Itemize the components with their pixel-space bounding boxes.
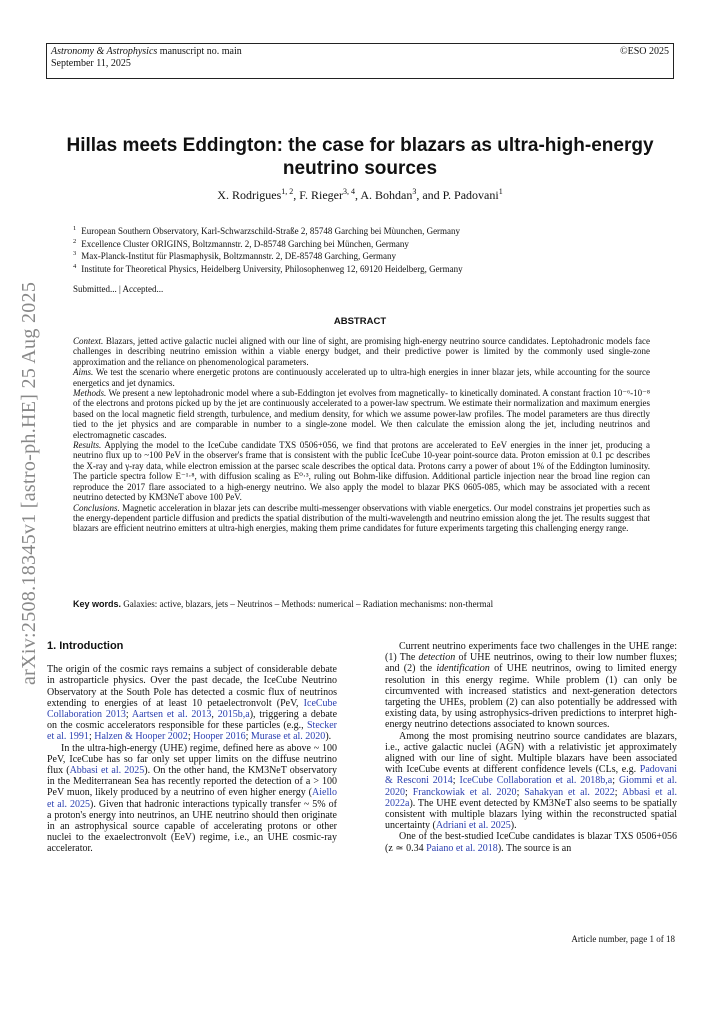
abstract-text: We present a new leptohadronic model where a sub-Eddington jet evolves from magnetically- to kinetically dominated. A constant fraction 10⁻⁶-10⁻⁸ of the electrons and protons picked up by the jet are continuously accelerated to a power-law spectrum. We estimate their normalization and maximum energies based on the local magnetic field strength, turbulence, and medium density, for which we assume power-law profiles. The model parameters are thus directly tied to the jet physics and are comparable in number to a single-zone model. We then calculate the emission along the jet, including neutrinos and electromagnetic cascades. [73, 388, 650, 440]
citation-link[interactable]: Murase et al. 2020 [250, 731, 326, 743]
abstract-text: Blazars, jetted active galactic nuclei aligned with our line of sight, are promising high-energy neutrino source candidates. Leptohadronic models face challenges in describing neutrino emission within a viable energy budget, and their predictive power is limited by the commonly used single-zone approximation and the reliance on phenomenological parameters. [73, 336, 650, 367]
body-text: of UHE neutrinos, owing to their low number fluxes; and (2) the [385, 652, 677, 675]
arxiv-stamp [14, 265, 46, 685]
submission-status: Submitted... | Accepted... [73, 284, 164, 294]
citation-link[interactable]: Abbasi et al. 2025 [69, 765, 145, 777]
author-name: A. Bohdan [360, 188, 413, 202]
body-text: ; [452, 775, 460, 787]
abstract-heading: ABSTRACT [333, 316, 387, 327]
body-text: ). Given that hadronic interactions typically transfer ~ 5% of a proton's energy into neutrinos, an UHE neutrino should then originate in an astrophysical source capable of accelerating protons or other nuclei to the exaelectronvolt (EeV) regime, i.e., an UHE cosmic-ray accelerator. [47, 798, 338, 855]
affiliation-number: 2 [73, 237, 77, 245]
citation-link[interactable]: Franckowiak et al. 2020 [412, 786, 517, 798]
citation-link[interactable]: Adriani et al. 2025 [435, 820, 511, 832]
left-column [47, 641, 337, 855]
citation-link[interactable]: Abbasi et al. 2022a [385, 786, 678, 809]
body-text: ). The UHE event detected by KM3NeT also seems to be spatially consistent with multiple blazars lying within the reconstructed spatial uncertainty ( [385, 797, 677, 832]
abstract-methods [73, 388, 650, 440]
affiliation [73, 237, 663, 250]
citation-link[interactable]: Aartsen et al. 2013 [131, 709, 212, 721]
citation-link[interactable]: Aiello et al. 2025 [47, 787, 337, 810]
author-name: F. Rieger [299, 188, 343, 202]
citation-link[interactable]: Sahakyan et al. 2022 [524, 786, 615, 798]
body-text: In the ultra-high-energy (UHE) regime, defined here as above ~ 100 PeV, IceCube has so far only set upper limits on the diffuse neutrino flux ( [47, 742, 337, 777]
body-text: ), triggering a debate on the cosmic accelerators responsible for these particles (e.g., [47, 709, 338, 732]
abstract-label: Conclusions. [73, 502, 120, 513]
keywords-label: Key words. [73, 599, 122, 609]
body-text: ). On the other hand, the KM3NeT observatory in the Mediterranean Sea has recently reported the detection of a > 100 PeV muon, likely produced by a neutrino of even higher energy ( [47, 765, 337, 799]
affiliation-number: 1 [73, 225, 77, 232]
body-text: ; [187, 731, 194, 743]
section-heading: 1. Introduction [47, 640, 124, 652]
citation-link[interactable]: Paiano et al. 2018 [426, 842, 498, 854]
body-text: ). The source is an [497, 842, 572, 854]
body-text: ; [612, 775, 619, 787]
author-sep: , and [416, 188, 443, 202]
abstract-label: Aims. [73, 367, 94, 378]
header-left [51, 46, 242, 70]
abstract-text: We test the scenario where energetic protons are continuously accelerated up to ultra-high energies in inner blazar jets, while accounting for the source energetics and jet dynamics. [73, 367, 650, 388]
intro-paragraph-5 [385, 831, 677, 853]
abstract-conclusions [73, 503, 650, 534]
manuscript-number: manuscript no. main [157, 46, 242, 57]
body-text: Current neutrino experiments face two challenges in the UHE range: (1) The [385, 641, 677, 664]
affiliation-number: 4 [73, 262, 77, 270]
citation-link[interactable]: Halzen & Hooper 2002 [94, 731, 188, 743]
affiliation-text: European Southern Observatory, Karl-Schwarzschild-Straße 2, 85748 Garching bei Mùunchen, Germany [81, 226, 461, 236]
citation-link[interactable]: Stecker et al. 1991 [47, 720, 337, 743]
body-text: ; [125, 709, 132, 721]
affiliation [73, 249, 663, 262]
citation-link[interactable]: Giommi et al. 2020 [385, 775, 677, 798]
right-column [385, 641, 677, 854]
paper-title: Hillas meets Eddington: the case for blazars as ultra-high-energy neutrino sources [66, 135, 654, 179]
running-header [46, 43, 674, 79]
author-affil: 1, 2 [281, 187, 294, 196]
intro-paragraph-4 [385, 731, 677, 832]
body-text: ; [516, 786, 525, 798]
abstract-text: Applying the model to the IceCube candidate TXS 0506+056, we find that protons are accelerated to EeV energies in the inner jet, producing a neutrino flux up to ~100 PeV in the observer's frame that is consistent with the public IceCube 10-year point-source data. Proton emission at 0.1 pc describes the X-ray and γ-ray data, while electron emission at the parsec scale describes the optical data. Protons carry a power of about 1% of the Eddington luminosity. The particle spectra follow E⁻¹·⁸, with diffusion scaling as E⁰·³, ruling out Bohm-like diffusion. Additional particle injection near the broad line region can reproduce the 2017 flare associated to a high-energy neutrino. We also apply the model to blazar PKS 0605-085, which may be associated with a recent neutrino detected by KM3NeT above 100 PeV. [73, 440, 650, 503]
author-affil: 3, 4 [343, 187, 355, 196]
body-text: , [211, 709, 218, 721]
affiliation-text: Max-Planck-Institut für Plasmaphysik, Boltzmannstr. 2, DE-85748 Garching, Germany [81, 251, 396, 261]
body-text: ). [325, 731, 332, 743]
citation-link[interactable]: 2015b,a [217, 709, 250, 721]
body-text: ). [510, 820, 517, 832]
author-list [60, 187, 660, 203]
keywords-text: Galaxies: active, blazars, jets – Neutrinos – Methods: numerical – Radiation mechanisms: non-thermal [121, 599, 494, 609]
body-text: identification [436, 663, 490, 675]
author-affil: 3 [412, 187, 417, 196]
abstract-results [73, 440, 650, 502]
affiliation-number: 3 [73, 250, 77, 257]
citation-link[interactable]: IceCube Collaboration 2013 [47, 697, 337, 721]
body-text: ; [614, 786, 622, 798]
journal-name: Astronomy & Astrophysics [51, 46, 158, 57]
author-sep: , [293, 188, 300, 202]
body-text: ; [245, 731, 251, 743]
keywords [73, 599, 663, 609]
affiliation [73, 224, 663, 237]
arxiv-stamp-text: arXiv:2508.18345v1 [astro-ph.HE] 25 Aug 2025 [18, 281, 40, 685]
body-text: One of the best-studied IceCube candidates is blazar TXS 0506+056 (z ≃ 0.34 [385, 831, 677, 854]
affiliation-text: Excellence Cluster ORIGINS, Boltzmannstr. 2, D-85748 Garching bei München, Germany [81, 238, 409, 249]
body-text: detection [418, 652, 456, 664]
author-affil: 1 [498, 187, 503, 196]
body-text: ; [405, 786, 413, 798]
body-text: of UHE neutrinos, owing to limited energy resolution in this energy regime. While problem (1) can only be circumvented with increased statistics and next-generation detectors targeting the UHEs, problem (2) can also potentially be addressed with existing data, by using astrophysics-driven predictions to interpret high-energy neutrino detections associated to known sources. [385, 663, 677, 731]
citation-link[interactable]: Hooper 2016 [193, 731, 246, 743]
intro-paragraph-3 [385, 641, 677, 731]
affiliation-text: Institute for Theoretical Physics, Heidelberg University, Philosophenweg 12, 69120 Heidelberg, Germany [81, 263, 463, 274]
abstract-aims [73, 367, 650, 388]
abstract-context [73, 336, 650, 367]
affiliations [73, 224, 663, 274]
abstract-text: Magnetic acceleration in blazar jets can describe multi-messenger observations with viable energetics. Our model constrains jet properties such as the energy-dependent particle diffusion and predicts the spatial distribution of the multi-wavelength and neutrino emission along the jet. The results suggest that blazars are efficient neutrino emitters at ultra-high energies, making them prime candidates for future experiments targeting this challenging energy range. [73, 502, 650, 534]
citation-link[interactable]: IceCube Collaboration et al. 2018b,a [459, 775, 613, 787]
author-name: P. Padovani [442, 188, 499, 202]
body-text: Among the most promising neutrino source candidates are blazars, i.e., active galactic nuclei (AGN) with a relativistic jet approximately aligned with our line of sight. Multiple blazars have been associated with IceCube events at different confidence levels (CLs, e.g. [385, 730, 677, 776]
body-text: ; [88, 731, 95, 743]
intro-paragraph-2 [47, 743, 337, 855]
citation-link[interactable]: Padovani & Resconi 2014 [385, 764, 677, 787]
author-sep: , [355, 188, 361, 202]
affiliation [73, 262, 663, 275]
abstract-label: Context. [73, 336, 104, 346]
copyright: ©ESO 2025 [620, 46, 669, 57]
header-date: September 11, 2025 [51, 58, 131, 69]
abstract-label: Methods. [73, 388, 107, 399]
intro-paragraph-1 [47, 664, 337, 742]
author-name: X. Rodrigues [217, 188, 282, 202]
page-footer: Article number, page 1 of 18 [571, 934, 675, 944]
abstract-label: Results. [73, 440, 102, 451]
abstract [73, 336, 650, 534]
body-text: The origin of the cosmic rays remains a subject of considerable debate in astroparticle physics. Over the past decade, the IceCube Neutrino Observatory at the South Pole has detected a cosmic flux of neutrinos extending to energies of at least 10 petaelectronvolt (PeV, [47, 664, 337, 709]
